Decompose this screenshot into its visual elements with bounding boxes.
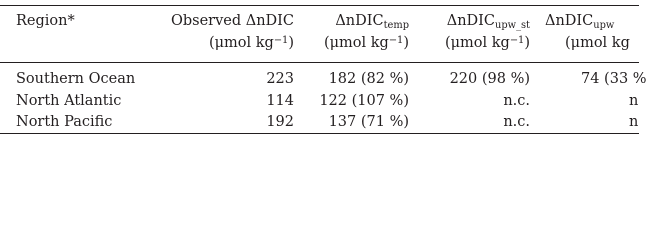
row-temp: 182 (82 %) <box>328 71 409 87</box>
header-observed: Observed ΔnDIC <box>170 13 294 29</box>
header-temp: ΔnDIC$_{temp}$ <box>335 13 409 31</box>
header-region: Region* <box>16 13 75 29</box>
table-bottom-rule <box>0 133 639 134</box>
row-upw: n <box>629 93 639 109</box>
header-temp-unit: (μmol $kg^{-1}$) <box>323 34 409 51</box>
row-observed: 114 <box>266 93 294 109</box>
header-upw-st: ΔnDIC$_{upw\_st}$ <box>446 13 530 31</box>
row-temp: 137 (71 %) <box>328 114 409 130</box>
row-upw-st: 220 (98 %) <box>449 71 530 87</box>
header-upw: ΔnDIC$_{upw}$ <box>545 13 615 31</box>
row-region: Southern Ocean <box>16 71 136 87</box>
row-region: North Pacific <box>16 114 113 130</box>
header-observed-unit: (μmol $kg^{-1}$) <box>208 34 294 51</box>
row-observed: 223 <box>266 71 294 87</box>
table-top-rule <box>0 5 639 6</box>
header-upw-st-unit: (μmol $kg^{-1}$) <box>444 34 530 51</box>
row-observed: 192 <box>266 114 294 130</box>
row-region: North Atlantic <box>16 93 122 109</box>
row-upw-st: n.c. <box>503 114 530 130</box>
table-header-rule <box>0 62 639 63</box>
row-upw-st: n.c. <box>503 93 530 109</box>
row-upw: n <box>629 114 639 130</box>
header-upw-unit: (μmol kg <box>565 35 630 51</box>
row-upw: 74 (33 % <box>581 71 647 87</box>
row-temp: 122 (107 %) <box>319 93 409 109</box>
